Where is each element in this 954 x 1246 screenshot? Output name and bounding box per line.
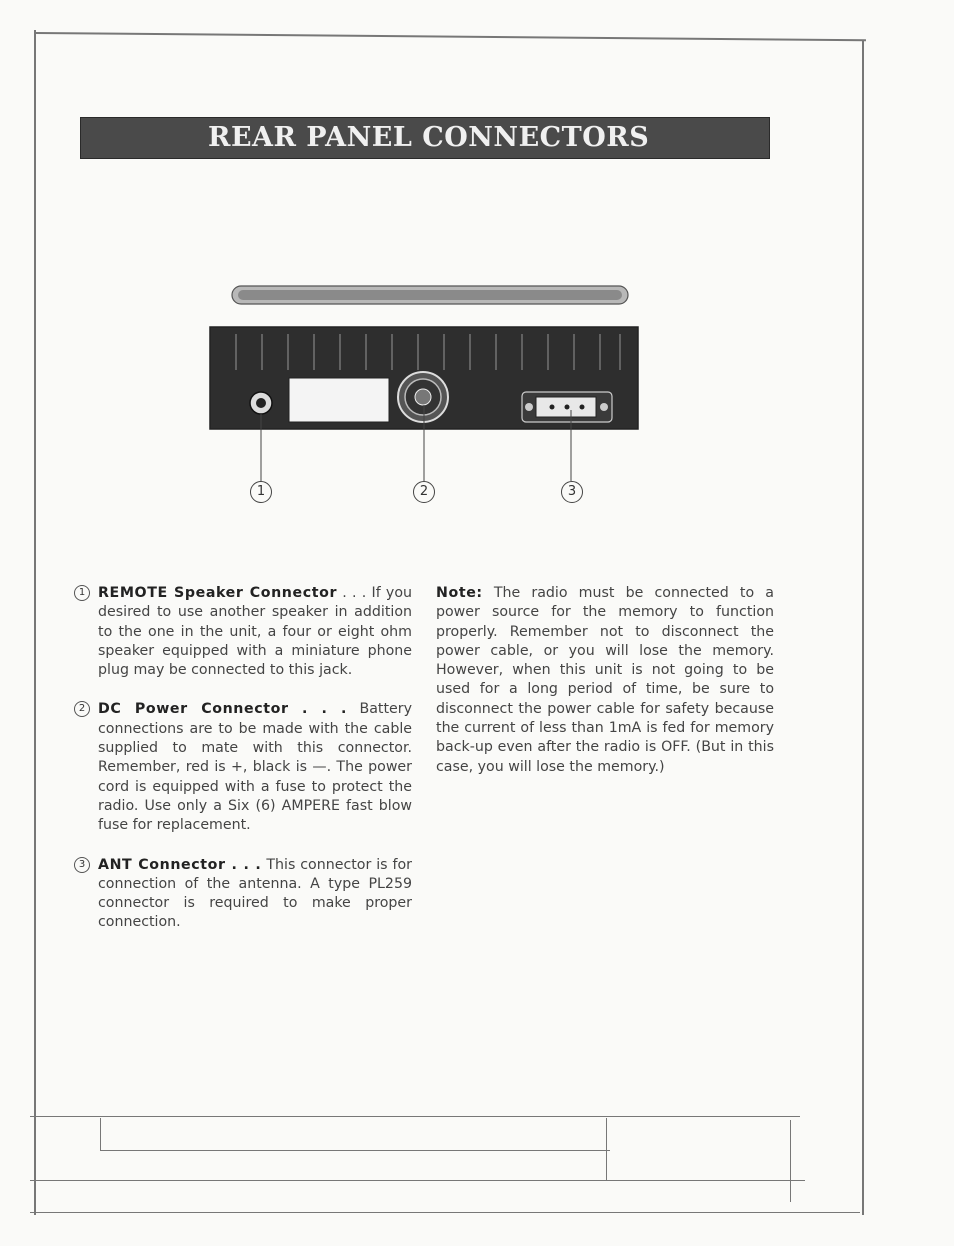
entry-number: 1 bbox=[74, 585, 90, 601]
callout-1: 1 bbox=[250, 481, 272, 503]
connector-descriptions bbox=[74, 584, 412, 953]
rear-panel-figure bbox=[0, 0, 954, 540]
note-heading: Note: bbox=[436, 585, 483, 601]
entry-body: . . . If you desired to use another speaker in addition to the one in the unit, a four or eight ohm speaker equipped with a miniature phone plug may be connected to this jack. bbox=[98, 585, 413, 679]
footer-rule-4 bbox=[30, 1212, 860, 1213]
footer-divider-1 bbox=[100, 1118, 101, 1150]
footer-divider-2 bbox=[606, 1118, 607, 1180]
callout-3: 3 bbox=[561, 481, 583, 503]
footer-divider-3 bbox=[790, 1120, 791, 1202]
note-block bbox=[436, 584, 774, 777]
note-paragraph bbox=[436, 584, 774, 777]
entry-body: This connector is for connection of the antenna. A type PL259 connector is required to make proper connection. bbox=[98, 856, 412, 931]
footer-rule-2 bbox=[100, 1150, 610, 1151]
footer-rule-1 bbox=[30, 1116, 800, 1117]
entry-heading: ANT Connector . . . bbox=[98, 856, 262, 873]
page-title: REAR PANEL CONNECTORS bbox=[208, 122, 650, 153]
entry-heading: DC Power Connector . . . bbox=[98, 701, 348, 718]
entry-heading: REMOTE Speaker Connector bbox=[98, 585, 338, 601]
footer-rule-3 bbox=[30, 1180, 805, 1181]
entry-number: 2 bbox=[74, 701, 90, 717]
note-body: The radio must be connected to a power source for the memory to function properly. Remember not to disconnect the power cable, or you will lose the memory. However, when this unit is not going to be used for a long period of time, be sure to disconnect the power cable for safety because the current of less than 1mA is fed for memory back-up even after the radio is OFF. (But in this case, you will lose the memory.) bbox=[436, 585, 774, 775]
entry-number: 3 bbox=[74, 857, 90, 873]
dc-power-entry bbox=[74, 700, 412, 835]
ant-connector-entry bbox=[74, 856, 412, 933]
entry-body: Battery connections are to be made with the cable supplied to mate with this connector. Remember, red is +, black is —. The power cord is equipped with a fuse to protect the radio. Use only a Six (6) AMPERE fast blow fuse for replacement. bbox=[98, 701, 412, 834]
remote-speaker-entry bbox=[74, 584, 412, 680]
callout-2: 2 bbox=[413, 481, 435, 503]
